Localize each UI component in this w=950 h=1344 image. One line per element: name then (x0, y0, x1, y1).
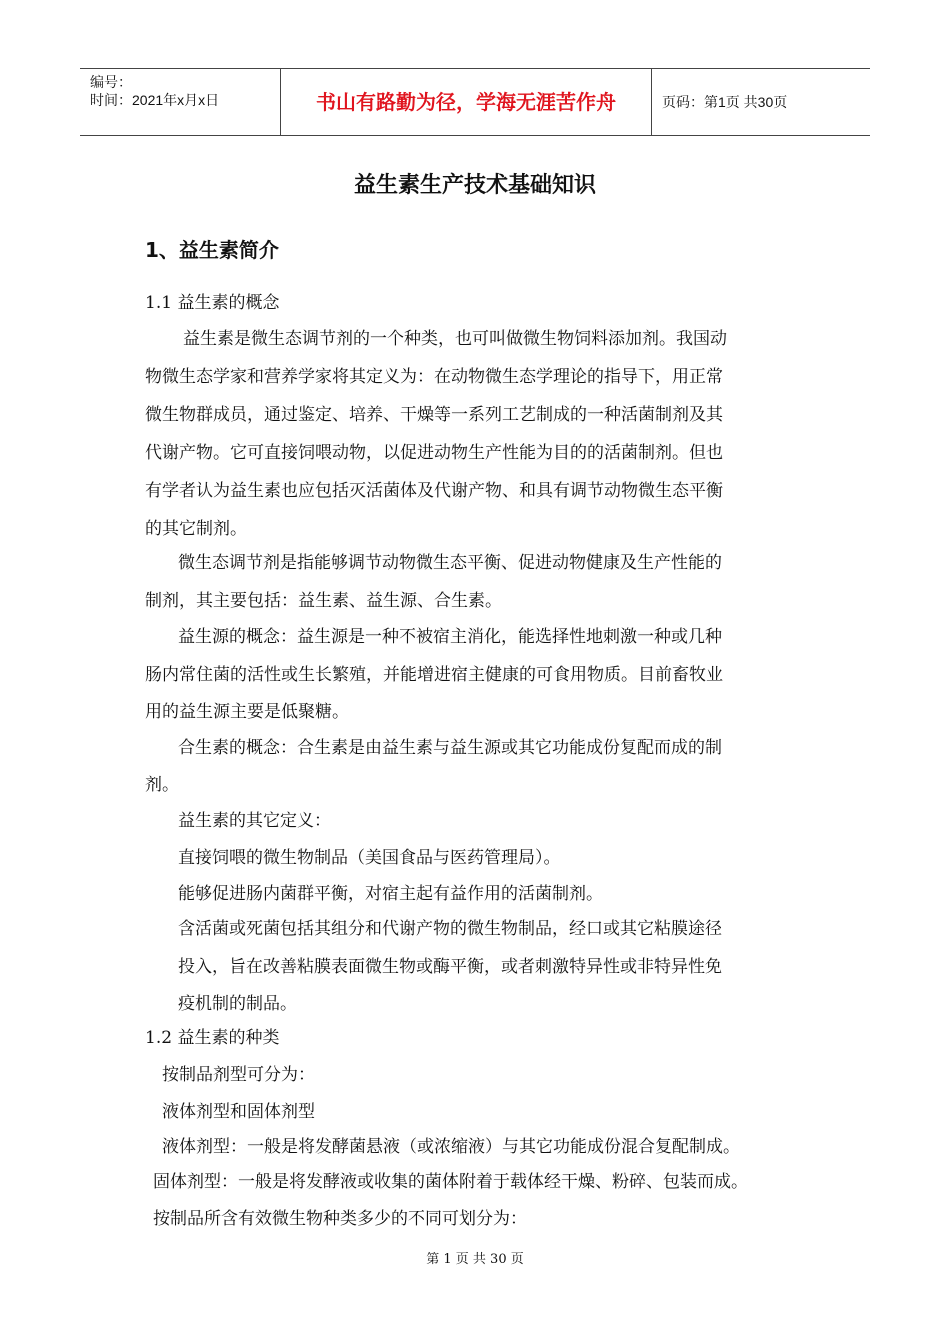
paragraph-line: 微生物群成员，通过鉴定、培养、干燥等一系列工艺制成的一种活菌制剂及其 (145, 405, 723, 425)
paragraph-line: 用的益生源主要是低聚糖。 (145, 702, 349, 722)
definition-item: 能够促进肠内菌群平衡，对宿主起有益作用的活菌制剂。 (178, 884, 603, 904)
paragraph-line: 的其它制剂。 (145, 519, 247, 539)
list-text: 液体剂型和固体剂型 (162, 1102, 315, 1122)
list-text: 按制品所含有效微生物种类多少的不同可划分为： (153, 1209, 527, 1229)
list-text: 固体剂型：一般是将发酵液或收集的菌体附着于载体经干燥、粉碎、包装而成。 (153, 1172, 748, 1192)
page-footer: 第 1 页 共 30 页 (426, 1252, 524, 1267)
list-text: 按制品剂型可分为： (162, 1065, 315, 1085)
list-text: 液体剂型：一般是将发酵菌悬液（或浓缩液）与其它功能成份混合复配制成。 (162, 1137, 740, 1157)
paragraph-line: 有学者认为益生素也应包括灭活菌体及代谢产物、和具有调节动物微生态平衡 (145, 481, 723, 501)
paragraph-line: 制剂，其主要包括：益生素、益生源、合生素。 (145, 591, 502, 611)
definition-item: 含活菌或死菌包括其组分和代谢产物的微生物制品，经口或其它粘膜途径 (178, 919, 722, 939)
paragraph-line: 益生源的概念：益生源是一种不被宿主消化，能选择性地刺激一种或几种 (178, 627, 722, 647)
header-motto: 书山有路勤为径，学海无涯苦作舟 (280, 69, 652, 135)
definition-item-cont: 疫机制的制品。 (178, 994, 297, 1014)
paragraph-line: 益生素是微生态调节剂的一个种类，也可叫做微生物饲料添加剂。我国动 (183, 329, 727, 349)
definition-item: 直接饲喂的微生物制品（美国食品与医药管理局）。 (178, 848, 561, 868)
paragraph-line: 合生素的概念：合生素是由益生素与益生源或其它功能成份复配而成的制 (178, 738, 722, 758)
time-label: 时间：2021年x月x日 (90, 92, 220, 108)
document-header (80, 68, 870, 136)
definitions-heading: 益生素的其它定义： (178, 811, 331, 831)
definition-item-cont: 投入，旨在改善粘膜表面微生物或酶平衡，或者刺激特异性或非特异性免 (178, 957, 722, 977)
number-label: 编号： (90, 74, 132, 90)
document-title: 益生素生产技术基础知识 (353, 173, 596, 198)
paragraph-line: 代谢产物。它可直接饲喂动物，以促进动物生产性能为目的的活菌制剂。但也 (145, 443, 723, 463)
paragraph-line: 肠内常住菌的活性或生长繁殖，并能增进宿主健康的可食用物质。目前畜牧业 (145, 665, 723, 685)
section-heading: 1、益生素简介 (145, 238, 279, 262)
paragraph-line: 剂。 (145, 775, 179, 795)
paragraph-line: 微生态调节剂是指能够调节动物微生态平衡、促进动物健康及生产性能的 (178, 553, 722, 573)
header-meta (80, 69, 280, 135)
header-page-info: 页码：第1页 共30页 (662, 94, 788, 110)
paragraph-line: 物微生态学家和营养学家将其定义为：在动物微生态学理论的指导下，用正常 (145, 367, 723, 387)
subsection-heading: 1.2 益生素的种类 (145, 1028, 280, 1048)
subsection-heading: 1.1 益生素的概念 (145, 293, 280, 313)
